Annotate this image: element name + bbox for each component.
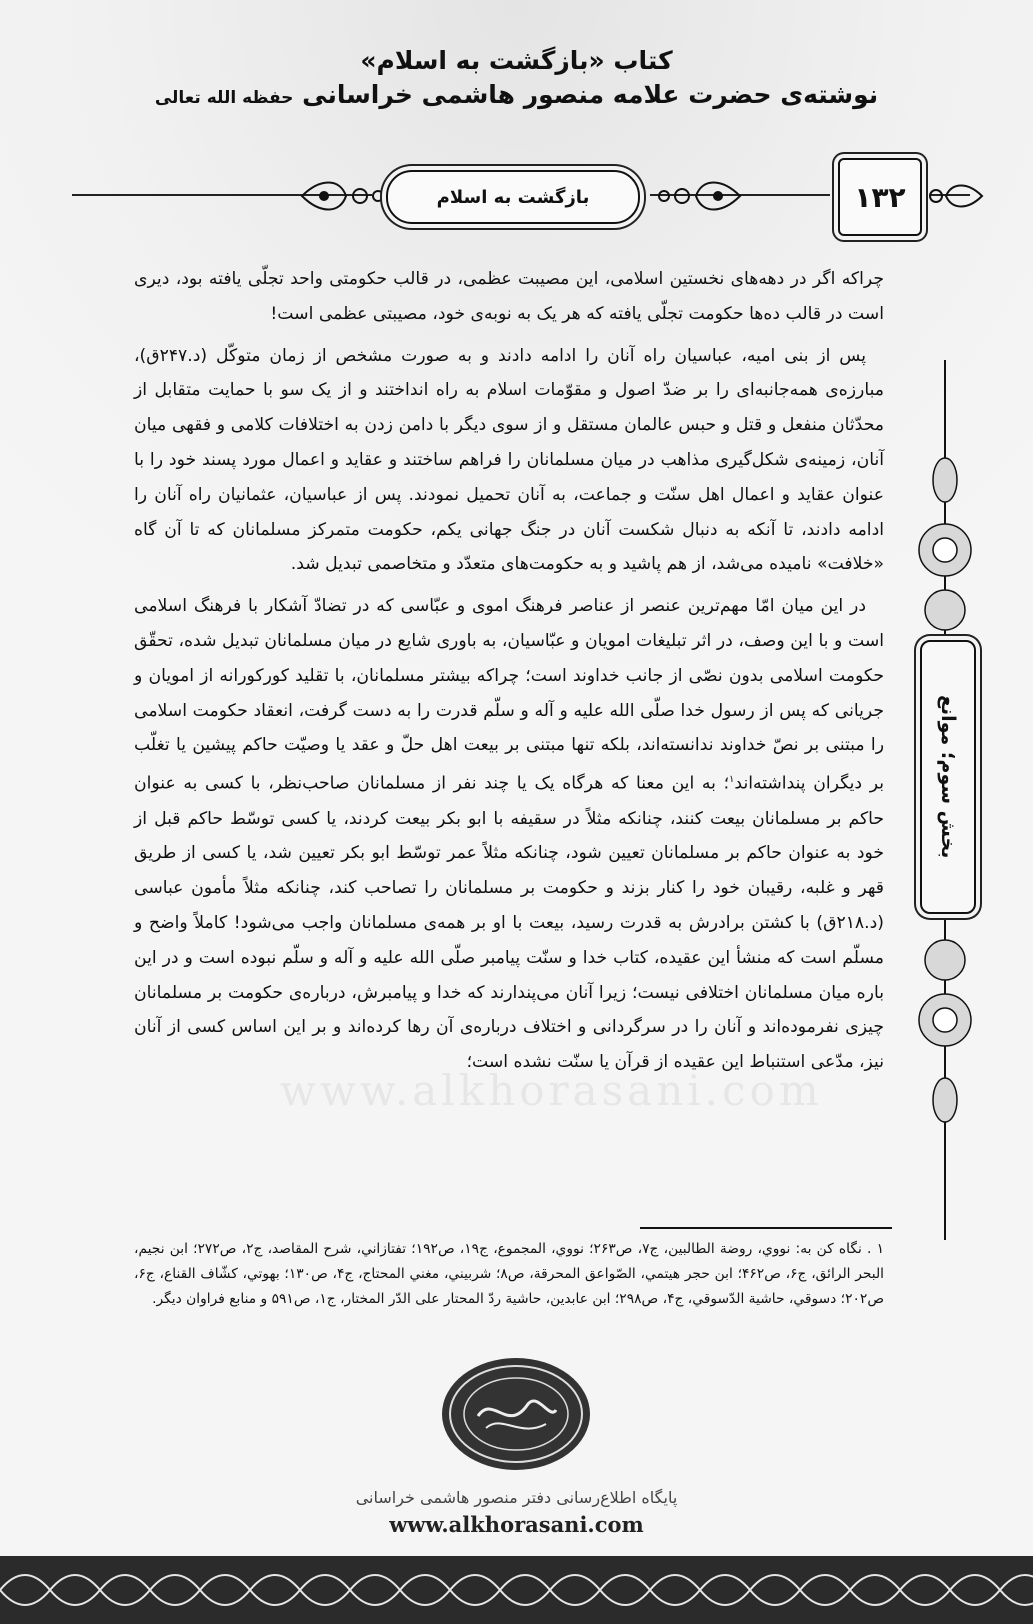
page-number: ۱۳۲ <box>838 158 922 236</box>
footnote-marker[interactable]: ۱ <box>729 774 735 786</box>
book-title-line2 <box>0 78 1033 115</box>
main-text <box>134 262 884 1087</box>
paragraph-3-part-b: ؛ به این معنا که هرگاه یک یا چند نفر از مسلمانان صاحب‌نظر، با کسی به عنوان حاکم بر مسلمانان بیعت کنند، چنانکه مثلاً در سقیفه با ابو بکر بیعت کردند، یا کسی توسّط حاکم قبل از خود به عنوان حاکم بر مسلمانان تعیین شود، چنانکه مثلاً عمر توسّط ابو بکر تعیین شد، یا کسی از طریق قهر و غلبه، رقیبان خود را کنار بزند و حکومت بر مسلمانان را تصاحب کند، چنانکه مثلاً مأمون عباسی (د.۲۱۸ق) با کشتن برادرش به قدرت رسید، بیعت با او بر همه‌ی مسلمانان واجب می‌شود! کاملاً واضح و مسلّم است که منشأ این عقیده، کتاب خدا و سنّت پیامبر صلّی الله علیه و آله و سلّم نبوده است و در این باره میان مسلمانان اختلافی نیست؛ زیرا آنان می‌پندارند که خدا و پیامبرش، درباره‌ی حکومت بر مسلمانان چیزی نفرموده‌اند و آنان را در سرگردانی و اختلاف درباره‌ی آن رها کرده‌اند و بر این اساس کسی از آنان نیز، مدّعی استنباط این عقیده از قرآن یا سنّت نشده است؛ <box>134 773 884 1073</box>
book-title <box>0 44 1033 115</box>
section-label <box>920 640 976 914</box>
paragraph-3 <box>134 589 884 1080</box>
footnote-divider <box>640 1227 892 1229</box>
paragraph-3-part-a: در این میان امّا مهم‌ترین عنصر از عناصر فرهنگ اموی و عبّاسی که در تضادّ آشکار با فرهنگ اسلامی است و با این وصف، در اثر تبلیغات امویان و عبّاسیان، به باوری شایع در میان مسلمانان تبدیل شده، تحقّق حکومت اسلامی بدون نصّی از جانب خداوند است؛ چراکه بیشتر مسلمانان، با تقلید کورکورانه از امویان و جریانی که پس از رسول خدا صلّی الله علیه و آله و سلّم قدرت را به دست گرفت، انعقاد حکومت اسلامی را مبتنی بر نصّ خداوند ندانسته‌اند، بلکه تنها مبتنی بر بیعت اهل حلّ و عقد یا وصیّت حاکم پیشین یا تغلّب بر دیگران پنداشته‌اند <box>134 596 884 794</box>
footnote: ۱ . نگاه کن به: نووي، روضة الطالبين، ج۷، ص۲۶۳؛ نووي، المجموع، ج۱۹، ص۱۹۲؛ تفتازاني، شرح المقاصد، ج۲، ص۲۷۲؛ ابن نجيم، البحر الرائق، ج۶، ص۴۶۲؛ ابن حجر هيتمي، الصّواعق المحرقة، ص۸؛ شربيني، مغني المحتاج، ج۴، ص۱۳۰؛ بهوتي، كشّاف القناع، ج۶، ص۲۰۲؛ دسوقي، حاشية الدّسوقي، ج۴، ص۲۹۸؛ ابن عابدين، حاشية ردّ المحتار على الدّر المختار، ج۱، ص۵۹۱ و منابع فراوان دیگر. <box>134 1241 884 1307</box>
bottom-border-ornament-icon <box>0 1556 1033 1624</box>
site-name-persian: پایگاه اطلاع‌رسانی دفتر منصور هاشمی خراسانی <box>355 1488 678 1507</box>
running-header <box>0 140 1033 250</box>
site-url[interactable]: www.alkhorasani.com <box>389 1512 644 1537</box>
section-label-text: بخش سوم؛ موانع <box>937 695 959 859</box>
watermark-url: www.alkhorasani.com <box>280 1066 823 1115</box>
flourish-right-icon <box>924 174 984 218</box>
flourish-left-icon <box>300 174 390 218</box>
paragraph-1: چراکه اگر در دهه‌های نخستین اسلامی، این مصیبت عظمی، در قالب حکومتی واحد تجلّی یافته بود، دیری است در قالب ده‌ها حکومت تجلّی یافته که هر یک به نوبه‌ی خود، مصیبتی عظمی است! <box>134 269 884 324</box>
author-line: نوشته‌ی حضرت علامه منصور هاشمی خراسانی <box>302 80 879 109</box>
book-title-line1: کتاب «بازگشت به اسلام» <box>360 46 673 75</box>
flourish-middle-icon <box>652 174 742 218</box>
paragraph-2: پس از بنی امیه، عباسیان راه آنان را ادامه دادند و به صورت مشخص از زمان متوکّل (د.۲۴۷ق)، مبارزه‌ی همه‌جانبه‌ای را بر ضدّ اصول و مقوّمات اسلام به راه انداختند و از یک سو با حمایت متقابل از محدّثان منفعل و قتل و حبس عالمان مستقل و از سوی دیگر با دامن زدن به اختلافات کلامی و فقهی میان آنان، زمینه‌ی شکل‌گیری مذاهب در میان مسلمانان را فراهم ساختند و عقاید و اعمال مورد پسند خود را با عنوان عقاید و اعمال اهل سنّت و جماعت، به آنان تحمیل نمودند. پس از عباسیان، عثمانیان راه آنان را ادامه دادند، تا آنکه به دنبال شکست آنان در جنگ جهانی یکم، حکومت متمرکز مسلمانان که تا آن گاه «خلافت» نامیده می‌شد، از هم پاشید و به حکومت‌های متعدّد و متخاصمی تبدیل شد. <box>134 345 884 575</box>
running-title: بازگشت به اسلام <box>386 170 640 224</box>
seal-logo-icon <box>438 1354 594 1474</box>
author-honorific: حفظه الله تعالی <box>154 88 294 108</box>
